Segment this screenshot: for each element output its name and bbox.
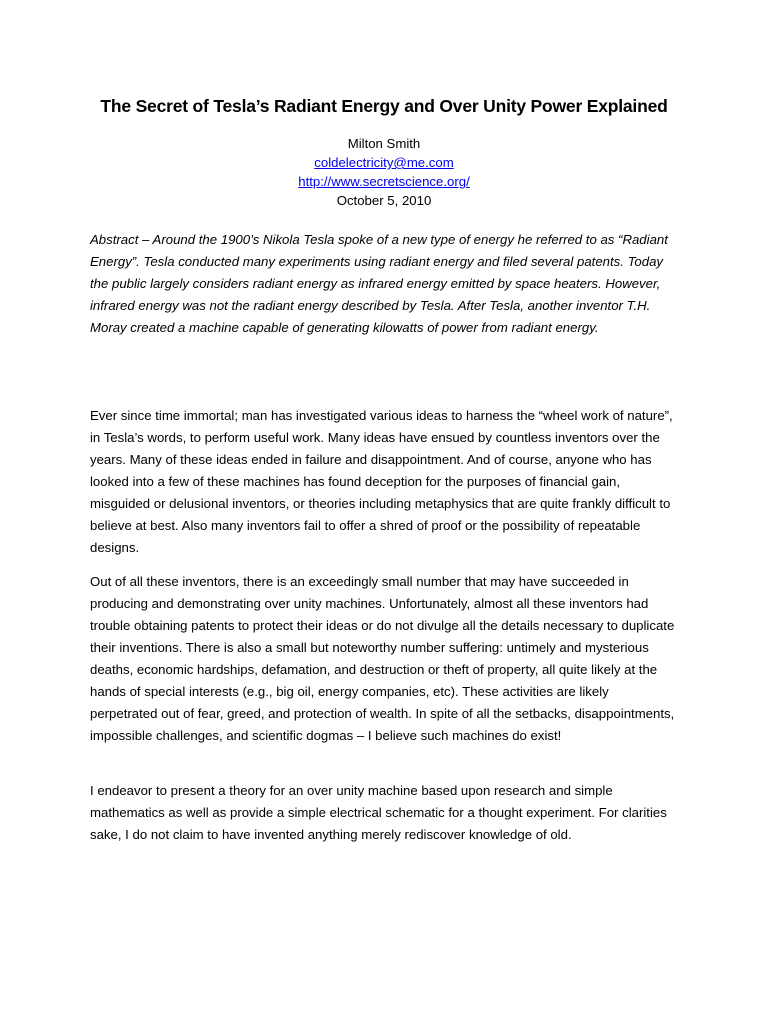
- author-email-link[interactable]: coldelectricity@me.com: [314, 155, 454, 170]
- website-url-link[interactable]: http://www.secretscience.org/: [298, 174, 470, 189]
- website-url-line: [0, 174, 768, 189]
- body-paragraph-3: I endeavor to present a theory for an over unity machine based upon research and simple mathematics as well as provide a simple electrical schematic for a thought experiment. For clarities sake, I do not claim to have invented anything merely rediscover knowledge of old.: [90, 783, 667, 842]
- author-name: Milton Smith: [347, 136, 421, 151]
- author-email-line: [0, 155, 768, 170]
- body-paragraph-1: Ever since time immortal; man has investigated various ideas to harness the “wheel work of nature”, in Tesla’s words, to perform useful work. Many ideas have ensued by countless inventors over the years. Many of these ideas ended in failure and disappointment. And of course, anyone who has looked into a few of these machines has found deception for the purposes of financial gain, misguided or delusional inventors, or theories including metaphysics that are quite frankly difficult to believe at best. Also many inventors fail to offer a shred of proof or the possibility of repeatable designs.: [90, 408, 673, 555]
- document-title: The Secret of Tesla’s Radiant Energy and Over Unity Power Explained: [100, 96, 668, 116]
- body-paragraph-2: Out of all these inventors, there is an exceedingly small number that may have succeeded in producing and demonstrating over unity machines. Unfortunately, almost all these inventors had trouble obtaining patents to protect their ideas or do not divulge all the details necessary to duplicate their inventions. There is also a small but noteworthy number suffering: untimely and mysterious deaths, economic hardships, defamation, and destruction or theft of property, all quite likely at the hands of special interests (e.g., big oil, energy companies, etc). These activities are likely perpetrated out of fear, greed, and protection of wealth. In spite of all the setbacks, disappointments, impossible challenges, and scientific dogmas – I believe such machines do exist!: [90, 574, 675, 743]
- abstract-paragraph: Abstract – Around the 1900’s Nikola Tesla spoke of a new type of energy he referred to as “Radiant Energy”. Tesla conducted many experiments using radiant energy and filed several patents. Today the public largely considers radiant energy as infrared energy emitted by space heaters. However, infrared energy was not the radiant energy described by Tesla. After Tesla, another inventor T.H. Moray created a machine capable of generating kilowatts of power from radiant energy.: [90, 232, 668, 335]
- publication-date: October 5, 2010: [336, 193, 432, 208]
